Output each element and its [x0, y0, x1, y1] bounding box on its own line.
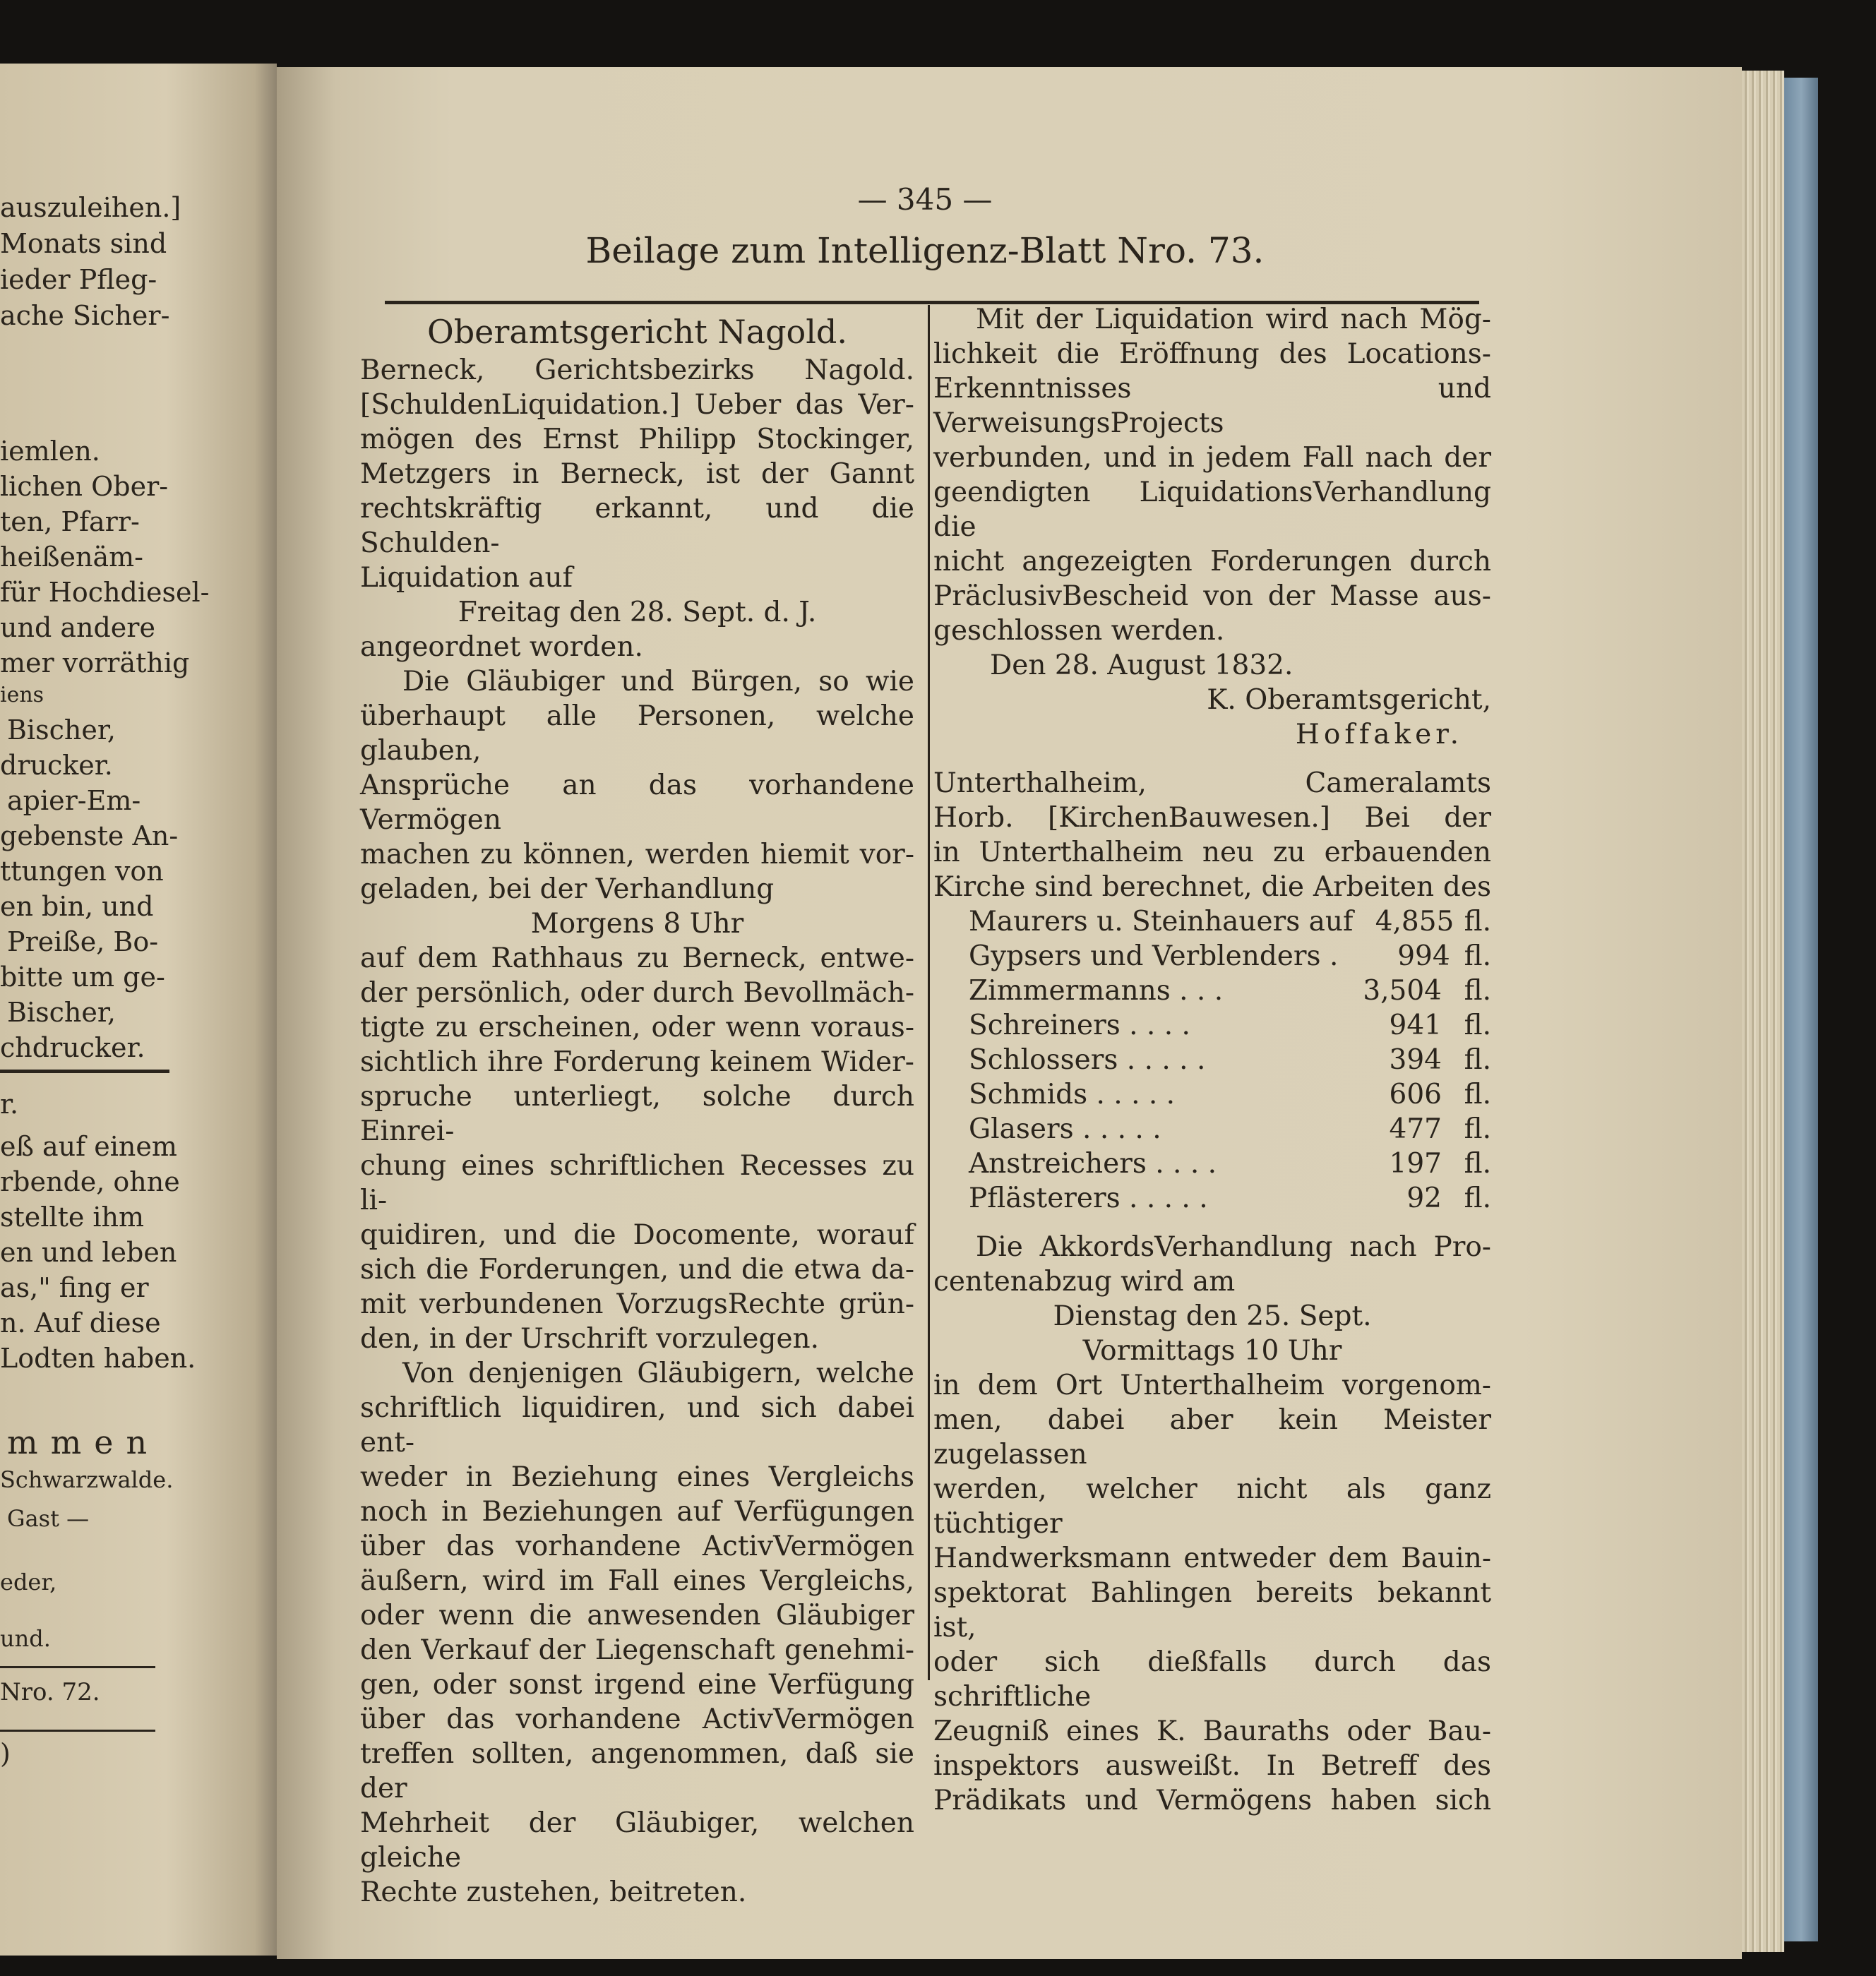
left-page-line: n. Auf diese	[0, 1307, 161, 1339]
cost-row	[933, 1077, 1491, 1112]
cost-amount: 477	[1389, 1113, 1442, 1145]
text-line: den, in der Urschrift vorzulegen.	[360, 1323, 820, 1355]
text-line: nicht angezeigten Forderungen durch	[933, 546, 1491, 577]
left-page-line: r.	[0, 1089, 19, 1120]
text-line: rechtskräftig erkannt, und die Schulden-	[360, 493, 914, 559]
text-line: oder sich dießfalls durch das schriftliche	[933, 1646, 1491, 1713]
left-page-line: )	[0, 1738, 11, 1769]
left-page-line: en und leben	[0, 1237, 177, 1268]
left-page-line: mmen	[7, 1423, 160, 1461]
left-page-line: ache Sicher-	[0, 300, 170, 331]
text-line: sichtlich ihre Forderung keinem Wider-	[360, 1046, 914, 1078]
page-number: — 345 —	[857, 182, 993, 217]
text-line: über das vorhandene ActivVermögen	[360, 1703, 914, 1735]
signer-name: Hoffaker.	[1295, 719, 1463, 750]
left-page-line: für Hochdiesel-	[0, 577, 210, 608]
text-line: Mehrheit der Gläubiger, welchen gleiche	[360, 1807, 914, 1874]
text-line: verbunden, und in jedem Fall nach der	[933, 442, 1491, 474]
text-line: Die AkkordsVerhandlung nach Pro-	[976, 1231, 1491, 1263]
text-line: Unterthalheim, Cameralamts	[933, 767, 1491, 799]
text-line: in dem Ort Unterthalheim vorgenom-	[933, 1370, 1491, 1401]
left-page-line: bitte um ge-	[0, 962, 165, 993]
cost-unit: fl.	[1464, 1010, 1491, 1041]
text-line: noch in Beziehungen auf Verfügungen	[360, 1496, 914, 1528]
section-heading: Oberamtsgericht Nagold.	[427, 313, 847, 351]
cost-row	[933, 904, 1491, 939]
text-line: werden, welcher nicht als ganz tüchtiger	[933, 1473, 1491, 1540]
column-divider	[928, 305, 930, 1680]
left-page-line: rbende, ohne	[0, 1166, 180, 1197]
text-line: angeordnet worden.	[360, 631, 643, 663]
left-page-line: drucker.	[0, 750, 113, 781]
left-page-line: chdrucker.	[0, 1032, 145, 1063]
text-line: tigte zu erscheinen, oder wenn voraus-	[360, 1012, 914, 1043]
left-column	[360, 311, 914, 1910]
text-line: treffen sollten, angenommen, daß sie der	[360, 1738, 914, 1804]
text-line: überhaupt alle Personen, welche glauben,	[360, 700, 914, 767]
cost-label: Pflästerers . . . . .	[969, 1182, 1208, 1214]
left-page-line: iemlen.	[0, 436, 100, 467]
left-page-line: ttungen von	[0, 856, 164, 887]
text-line: Mit der Liquidation wird nach Mög-	[976, 304, 1491, 335]
text-line: auf dem Rathhaus zu Berneck, entwe-	[360, 942, 914, 974]
cost-row	[933, 1146, 1491, 1181]
time-line: Vormittags 10 Uhr	[1082, 1335, 1342, 1367]
text-line: centenabzug wird am	[933, 1266, 1236, 1298]
text-line: Kirche sind berechnet, die Arbeiten des	[933, 871, 1491, 903]
cost-amount: 394	[1389, 1044, 1442, 1076]
text-line: [SchuldenLiquidation.] Ueber das Ver-	[360, 389, 914, 421]
text-line: geendigten LiquidationsVerhandlung die	[933, 477, 1491, 543]
date-line: Freitag den 28. Sept. d. J.	[458, 597, 817, 628]
text-line: quidiren, und die Docomente, worauf	[360, 1219, 914, 1251]
cost-amount: 92	[1406, 1182, 1442, 1214]
cost-label: Maurers u. Steinhauers auf	[969, 906, 1354, 938]
left-page-line: stellte ihm	[0, 1202, 145, 1233]
text-line: Handwerksmann entweder dem Bauin-	[933, 1543, 1491, 1574]
left-page-line: ten, Pfarr-	[0, 506, 140, 537]
text-line: lichkeit die Eröffnung des Locations-	[933, 338, 1491, 370]
cost-label: Zimmermanns . . .	[969, 975, 1224, 1007]
time-line: Morgens 8 Uhr	[530, 908, 744, 940]
left-page-rule	[0, 1070, 169, 1073]
left-page-line: Nro. 72.	[0, 1678, 100, 1706]
cost-unit: fl.	[1464, 1148, 1491, 1180]
text-line: Horb. [KirchenBauwesen.] Bei der	[933, 802, 1491, 834]
cost-unit: fl.	[1464, 906, 1491, 938]
cost-label: Schlossers . . . . .	[969, 1044, 1206, 1076]
cost-unit: fl.	[1464, 1113, 1491, 1145]
cost-amount: 606	[1389, 1079, 1442, 1110]
cost-label: Schreiners . . . .	[969, 1010, 1190, 1041]
text-line: in Unterthalheim neu zu erbauenden	[933, 837, 1491, 868]
text-line: PräclusivBescheid von der Masse aus-	[933, 580, 1491, 612]
left-page-line: apier-Em-	[7, 785, 141, 816]
book-cover	[1784, 78, 1818, 1941]
cost-amount: 3,504	[1363, 975, 1442, 1007]
text-line: Erkenntnisses und VerweisungsProjects	[933, 373, 1491, 439]
cost-amount: 4,855	[1375, 906, 1454, 938]
cost-row	[933, 974, 1491, 1008]
text-line: schriftlich liquidiren, und sich dabei ent-	[360, 1392, 914, 1459]
left-page-line: Lodten haben.	[0, 1343, 196, 1374]
left-page-line: Schwarzwalde.	[0, 1466, 174, 1493]
text-line: gen, oder sonst irgend eine Verfügung	[360, 1669, 914, 1701]
left-page-line: en bin, und	[0, 891, 154, 922]
left-page-line: eß auf einem	[0, 1131, 177, 1162]
text-line: Rechte zustehen, beitreten.	[360, 1876, 747, 1908]
text-line: Liquidation auf	[360, 562, 573, 594]
left-page-line: Bischer,	[7, 997, 116, 1028]
text-line: über das vorhandene ActivVermögen	[360, 1531, 914, 1562]
left-page-line: mer vorräthig	[0, 647, 190, 678]
text-line: machen zu können, werden hiemit vor-	[360, 839, 914, 870]
cost-unit: fl.	[1464, 975, 1491, 1007]
left-page-line: und andere	[0, 612, 155, 643]
left-page-line: ieder Pfleg-	[0, 264, 157, 295]
text-line: den Verkauf der Liegenschaft genehmi-	[360, 1634, 914, 1666]
cost-label: Glasers . . . . .	[969, 1113, 1161, 1145]
left-page-line: as," fing er	[0, 1272, 149, 1303]
cost-row	[933, 1008, 1491, 1043]
text-line: mögen des Ernst Philipp Stockinger,	[360, 424, 914, 455]
left-page-rule	[0, 1730, 155, 1732]
left-page-line: Preiße, Bo-	[7, 926, 159, 957]
cost-label: Schmids . . . . .	[969, 1079, 1176, 1110]
text-line: mit verbundenen VorzugsRechte grün-	[360, 1288, 914, 1320]
left-page-line: lichen Ober-	[0, 471, 169, 502]
left-page-line: iens	[0, 683, 44, 707]
cost-unit: fl.	[1464, 1079, 1491, 1110]
text-line: Zeugniß eines K. Bauraths oder Bau-	[933, 1715, 1491, 1747]
text-line: sich die Forderungen, und die etwa da-	[360, 1254, 914, 1286]
cost-row	[933, 1112, 1491, 1146]
left-page-line: Gast —	[7, 1505, 90, 1532]
left-page	[0, 64, 277, 1956]
text-line: geschlossen werden.	[933, 615, 1225, 647]
left-page-line: heißenäm-	[0, 541, 143, 573]
text-line: Die Gläubiger und Bürgen, so wie	[402, 666, 914, 697]
right-column	[933, 302, 1491, 1818]
date-line: Den 28. August 1832.	[990, 649, 1294, 681]
text-line: Metzgers in Berneck, ist der Gannt	[360, 458, 914, 490]
cost-label: Anstreichers . . . .	[969, 1148, 1217, 1180]
cost-unit: fl.	[1464, 1182, 1491, 1214]
left-page-line: Monats sind	[0, 228, 167, 259]
text-line: spektorat Bahlingen bereits bekannt ist,	[933, 1577, 1491, 1643]
left-page-line: auszuleihen.]	[0, 192, 181, 223]
date-line: Dienstag den 25. Sept.	[1053, 1300, 1372, 1332]
left-page-line: und.	[0, 1625, 51, 1652]
cost-unit: fl.	[1464, 940, 1491, 972]
page-title: Beilage zum Intelligenz-Blatt Nro. 73.	[585, 230, 1265, 271]
cost-row	[933, 1181, 1491, 1216]
text-line: Prädikats und Vermögens haben sich	[933, 1785, 1491, 1816]
text-line: der persönlich, oder durch Bevollmäch-	[360, 977, 914, 1009]
text-line: weder in Beziehung eines Vergleichs	[360, 1461, 914, 1493]
text-line: chung eines schriftlichen Recesses zu li-	[360, 1150, 914, 1216]
left-page-line: Bischer,	[7, 714, 116, 746]
text-line: Von denjenigen Gläubigern, welche	[402, 1358, 914, 1389]
text-line: Berneck, Gerichtsbezirks Nagold.	[360, 354, 914, 386]
cost-amount: 197	[1389, 1148, 1442, 1180]
left-page-line: gebenste An-	[0, 820, 179, 851]
cost-amount: 941	[1389, 1010, 1442, 1041]
text-line: geladen, bei der Verhandlung	[360, 873, 775, 905]
court-name: K. Oberamtsgericht,	[1207, 684, 1491, 716]
cost-label: Gypsers und Verblenders .	[969, 940, 1339, 972]
cost-amount: 994	[1397, 940, 1450, 972]
left-page-line: eder,	[0, 1569, 57, 1595]
text-line: spruche unterliegt, solche durch Einrei-	[360, 1081, 914, 1147]
text-line: men, dabei aber kein Meister zugelassen	[933, 1404, 1491, 1471]
cost-row	[933, 1043, 1491, 1077]
cost-unit: fl.	[1464, 1044, 1491, 1076]
text-line: Ansprüche an das vorhandene Vermögen	[360, 770, 914, 836]
page-edge	[1742, 71, 1784, 1952]
text-line: oder wenn die anwesenden Gläubiger	[360, 1600, 914, 1631]
text-line: äußern, wird im Fall eines Vergleichs,	[360, 1565, 914, 1597]
cost-row	[933, 939, 1491, 974]
left-page-rule	[0, 1666, 155, 1668]
text-line: inspektors ausweißt. In Betreff des	[933, 1750, 1491, 1782]
